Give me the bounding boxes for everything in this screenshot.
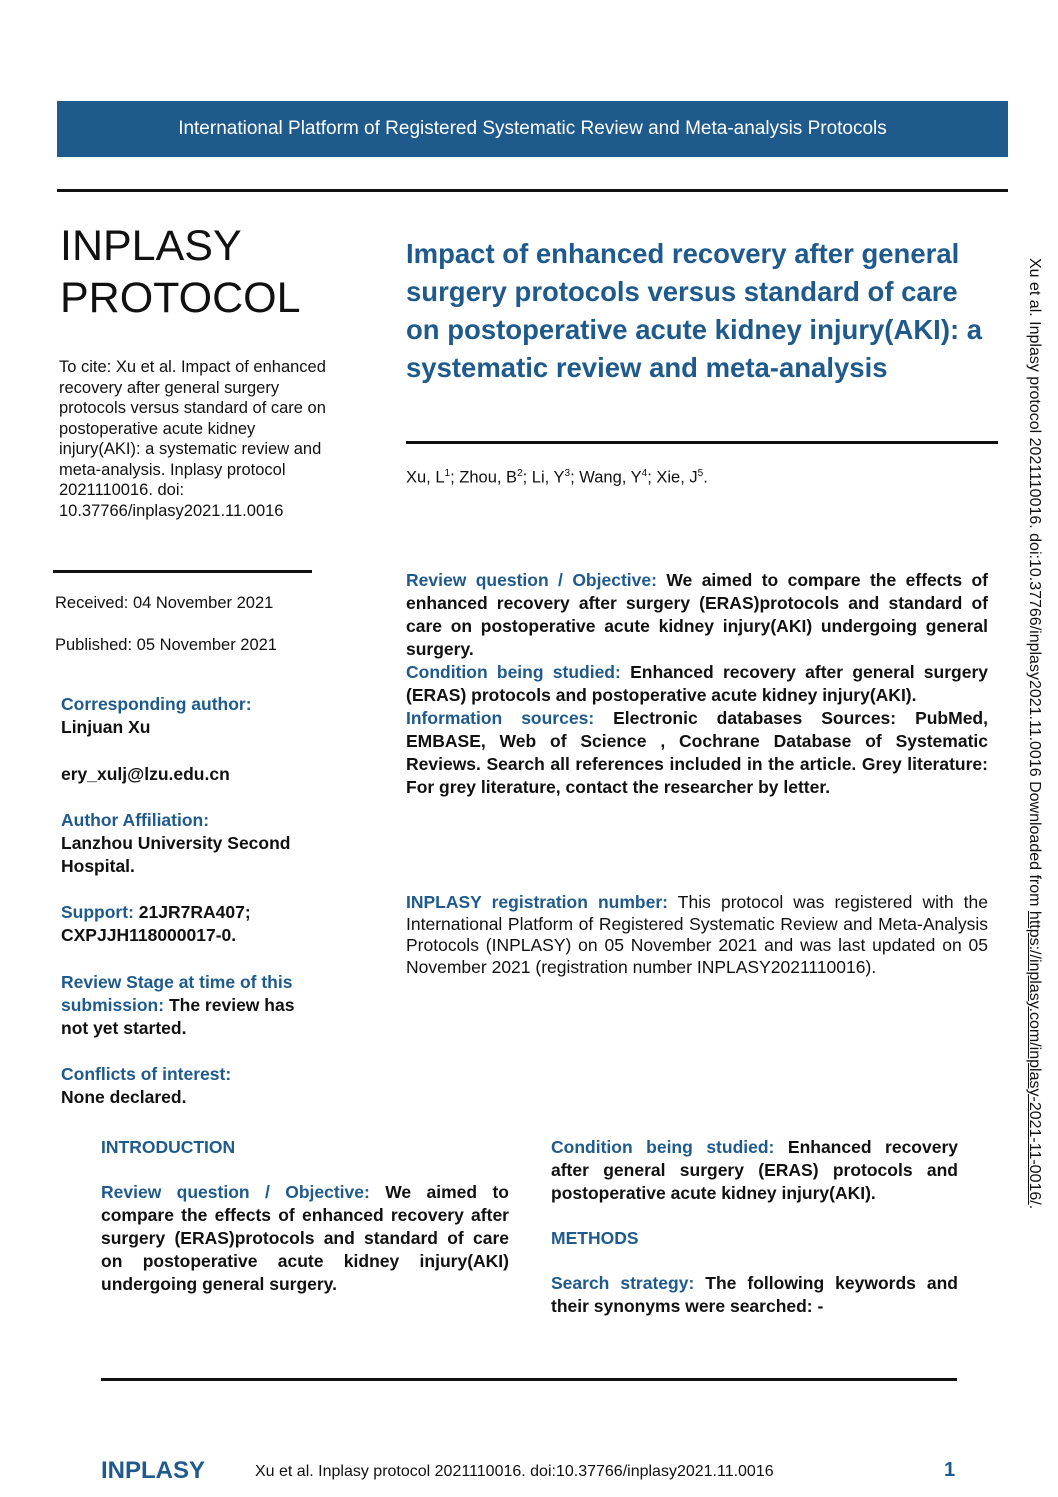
stage-label: Review Stage at time of this submission:: [61, 972, 293, 1015]
support-info: [61, 901, 276, 947]
support-label: Support:: [61, 902, 134, 922]
registration-text: This protocol was registered with the International Platform of Registered Systematic Review and Meta-Analysis Protocols (INPLASY) on 05 November 2021 and was last updated on 05 November 2021 (registration number INPLASY2021110016).: [406, 892, 988, 977]
header-rule: [57, 189, 1008, 192]
stage-text: The review has not yet started.: [61, 995, 295, 1038]
author: Zhou, B: [459, 468, 518, 487]
rq-label: Review question / Objective:: [101, 1182, 370, 1202]
info-text: Electronic databases Sources: PubMed, EMBASE, Web of Science , Cochrane Database of Systematic Reviews. Search all references included in the article. Grey literature: For grey literature, contact the researcher by letter.: [406, 708, 988, 797]
conflicts-of-interest: [61, 1063, 331, 1109]
condition-paragraph: [551, 1136, 958, 1205]
author-sup: 5: [697, 468, 704, 479]
author-email[interactable]: ery_xulj@lzu.edu.cn: [61, 764, 230, 784]
intro-heading: INTRODUCTION: [101, 1137, 236, 1157]
author-affiliation: [61, 809, 331, 878]
body-right-column: [551, 1136, 958, 1318]
abstract: [406, 569, 988, 799]
conflicts-text: None declared.: [61, 1087, 187, 1107]
cond-text: Enhanced recovery after general surgery (ERAS) protocols and postoperative acute kidney injury(AKI).: [406, 662, 988, 705]
paper-title: Impact of enhanced recovery after general surgery protocols versus standard of care on postoperative acute kidney injury(AKI): a systematic review and meta-analysis: [406, 238, 983, 383]
footer-brand: INPLASY: [101, 1457, 206, 1484]
author: Xie, J: [656, 468, 698, 487]
affiliation-label: Author Affiliation:: [61, 810, 210, 830]
body-left-column: [101, 1136, 509, 1296]
side-note-tail: .: [1026, 1204, 1043, 1210]
heading-line-1: INPLASY: [60, 222, 242, 270]
cond-label: Condition being studied:: [406, 662, 621, 682]
title-rule: [406, 441, 998, 444]
published-date: Published: 05 November 2021: [55, 636, 277, 654]
cond-label: Condition being studied:: [551, 1137, 775, 1157]
abstract-condition: [406, 661, 988, 707]
author: Wang, Y: [579, 468, 642, 487]
heading-line-2: PROTOCOL: [60, 274, 301, 322]
corresponding-label: Corresponding author:: [61, 694, 252, 714]
author-sup: 3: [564, 468, 571, 479]
corresponding-author: [61, 693, 331, 739]
info-label: Information sources:: [406, 708, 595, 728]
affiliation-text: Lanzhou University Second Hospital.: [61, 833, 291, 876]
author-sup: 2: [517, 468, 523, 479]
review-stage: [61, 971, 326, 1040]
protocol-heading: [60, 220, 301, 324]
journal-banner: International Platform of Registered Systematic Review and Meta-analysis Protocols: [57, 101, 1008, 157]
intro-review-question: [101, 1181, 509, 1296]
cond-text: Enhanced recovery after general surgery (ERAS) protocols and postoperative acute kidney injury(AKI).: [551, 1137, 958, 1203]
author-list: Xu, $L^1$; Zhou, $B^2$; Li, $Y^3$; Wang, $Y^4$; Xie, $J^5$.: [406, 468, 708, 487]
registration-note: [406, 892, 988, 978]
author: Xu, L: [406, 468, 445, 487]
footer-rule: [101, 1378, 957, 1381]
side-note-prefix: Xu et al. Inplasy protocol 2021110016. doi:10.37766/inplasy2021.11.0016 Downloaded from: [1026, 258, 1043, 911]
author-sup: 4: [641, 468, 648, 479]
side-note-text: [1025, 258, 1043, 1209]
author: Li, Y: [531, 468, 565, 487]
footer-citation: Xu et al. Inplasy protocol 2021110016. doi:10.37766/inplasy2021.11.0016: [255, 1463, 774, 1480]
rq-label: Review question / Objective:: [406, 570, 657, 590]
received-date: Received: 04 November 2021: [55, 594, 274, 612]
sidebar-rule: [53, 570, 312, 573]
abstract-review-question: [406, 569, 988, 661]
abstract-info-sources: [406, 707, 988, 799]
page-number: 1: [944, 1459, 956, 1481]
download-link[interactable]: https://inplasy.com/inplasy-2021-11-0016/: [1026, 910, 1043, 1205]
rq-text: We aimed to compare the effects of enhanced recovery after surgery (ERAS)protocols and standard of care on postoperative acute kidney injury(AKI) undergoing general surgery.: [406, 570, 988, 659]
methods-heading: METHODS: [551, 1228, 639, 1248]
citation-text: To cite: Xu et al. Impact of enhanced recovery after general surgery protocols versus standard of care on postoperative acute kidney injury(AKI): a systematic review and meta-analysis. Inplasy protocol 2021110016. doi: 10.37766/inplasy2021.11.0016: [59, 358, 326, 520]
rq-text: We aimed to compare the effects of enhanced recovery after surgery (ERAS)protocols and standard of care on postoperative acute kidney injury(AKI) undergoing general surgery.: [101, 1182, 509, 1294]
download-side-note: [1016, 258, 1046, 1358]
support-text: 21JR7RA407; CXPJJH118000017-0.: [61, 902, 251, 945]
search-strategy: [551, 1272, 958, 1318]
registration-label: INPLASY registration number:: [406, 892, 668, 912]
author-sup: 1: [444, 468, 451, 479]
search-label: Search strategy:: [551, 1273, 695, 1293]
corresponding-name: Linjuan Xu: [61, 717, 151, 737]
search-text: The following keywords and their synonyms were searched: -: [551, 1273, 958, 1316]
conflicts-label: Conflicts of interest:: [61, 1064, 232, 1084]
